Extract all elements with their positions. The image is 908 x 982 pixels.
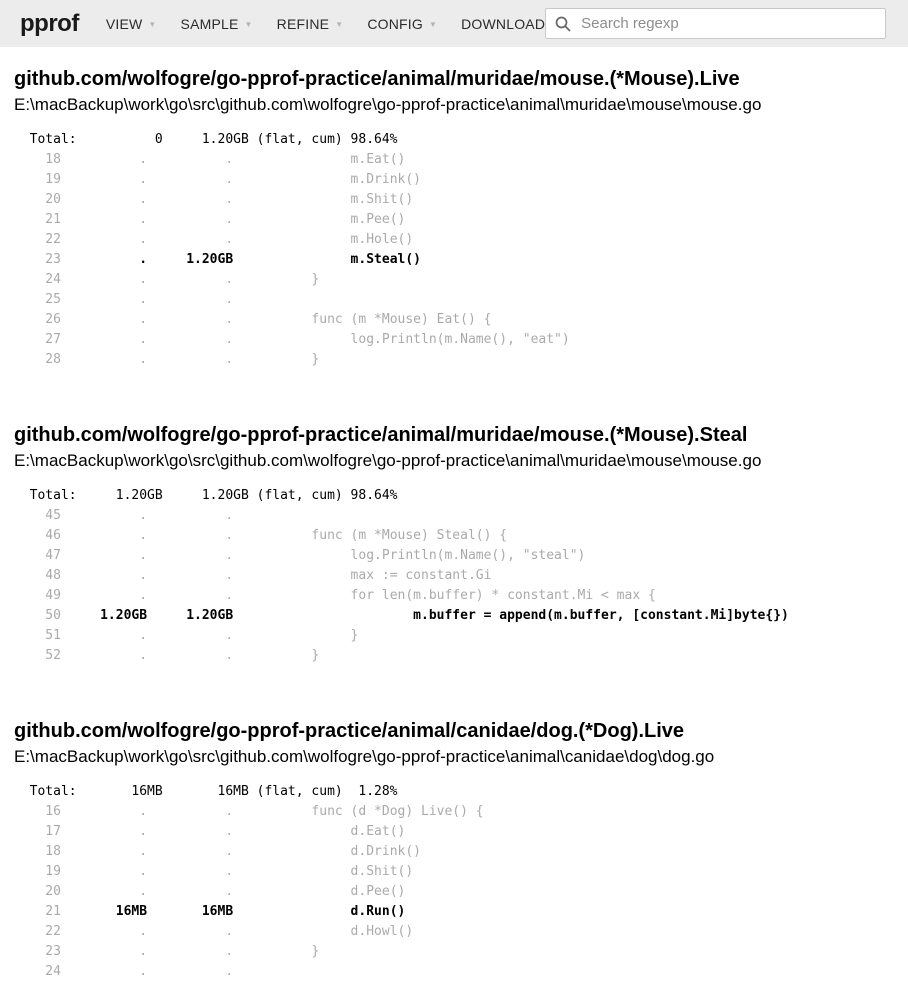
menu-refine[interactable]: [277, 16, 344, 32]
source-line: [14, 270, 908, 290]
menu-view[interactable]: [106, 16, 157, 32]
function-section: [14, 422, 908, 666]
function-section: [14, 66, 908, 370]
app-logo: pprof: [20, 9, 79, 37]
line-number: 20: [14, 192, 61, 207]
menu-label: DOWNLOAD: [461, 15, 546, 32]
source-line: [14, 882, 908, 902]
line-values-and-code: . .: [60, 508, 312, 523]
line-values-and-code: . . func (m *Mouse) Steal() {: [60, 528, 508, 543]
line-values-and-code: . . }: [60, 648, 320, 663]
source-line: [14, 842, 908, 862]
line-number: 22: [14, 924, 61, 939]
line-values-and-code: . . log.Println(m.Name(), "eat"): [60, 332, 570, 347]
menu-config[interactable]: [367, 16, 437, 32]
source-line: [14, 526, 908, 546]
line-values-and-code: . . }: [60, 944, 320, 959]
line-values-and-code: . . m.Drink(): [60, 172, 421, 187]
line-values-and-code: . .: [60, 964, 312, 979]
menu-label: VIEW: [105, 15, 143, 32]
function-section: [14, 718, 908, 982]
line-number: 25: [14, 292, 61, 307]
source-line: [14, 802, 908, 822]
line-number: 27: [14, 332, 61, 347]
line-number: 22: [14, 232, 61, 247]
line-values-and-code: . . func (d *Dog) Live() {: [60, 804, 484, 819]
line-values-and-code: . . d.Pee(): [60, 884, 406, 899]
source-line: [14, 822, 908, 842]
function-title: github.com/wolfogre/go-pprof-practice/animal/muridae/mouse.(*Mouse).Live: [14, 68, 740, 90]
line-values-and-code: . . log.Println(m.Name(), "steal"): [60, 548, 586, 563]
line-values-and-code: . .: [60, 292, 312, 307]
line-number: 23: [14, 944, 61, 959]
source-report: [0, 66, 908, 982]
line-number: 18: [14, 152, 61, 167]
line-values-and-code: . . }: [60, 352, 320, 367]
source-line: [14, 506, 908, 526]
source-line: [14, 566, 908, 586]
search-icon: [555, 16, 571, 32]
line-values-and-code: . . }: [60, 628, 359, 643]
line-values-and-code: . . func (m *Mouse) Eat() {: [60, 312, 492, 327]
line-values-and-code: . . max := constant.Gi: [60, 568, 492, 583]
source-line: [14, 190, 908, 210]
function-title: github.com/wolfogre/go-pprof-practice/animal/muridae/mouse.(*Mouse).Steal: [14, 424, 748, 446]
source-line: [14, 350, 908, 370]
line-values-and-code: . . m.Shit(): [60, 192, 414, 207]
source-line: [14, 922, 908, 942]
line-values-and-code: . . d.Howl(): [60, 924, 414, 939]
source-line: [14, 862, 908, 882]
function-title: github.com/wolfogre/go-pprof-practice/animal/canidae/dog.(*Dog).Live: [14, 720, 685, 742]
source-listing: [14, 782, 908, 982]
line-values-and-code: . . for len(m.buffer) * constant.Mi < max {: [60, 588, 656, 603]
line-values-and-code: . . m.Pee(): [60, 212, 406, 227]
source-line: [14, 310, 908, 330]
line-number: 45: [14, 508, 61, 523]
chevron-down-icon: ▼: [244, 19, 253, 29]
source-line: [14, 330, 908, 350]
search-input[interactable]: [579, 14, 876, 33]
menu-download[interactable]: [461, 16, 545, 32]
line-values-and-code: . . d.Drink(): [60, 844, 421, 859]
total-line: Total: 1.20GB 1.20GB (flat, cum) 98.64%: [14, 488, 398, 503]
line-number: 16: [14, 804, 61, 819]
line-number: 47: [14, 548, 61, 563]
source-line: [14, 646, 908, 666]
menu-label: REFINE: [276, 15, 330, 32]
line-number: 19: [14, 172, 61, 187]
line-values-and-code: . . m.Hole(): [60, 232, 414, 247]
source-line: [14, 170, 908, 190]
line-number: 21: [14, 904, 61, 919]
line-number: 26: [14, 312, 61, 327]
source-line: [14, 546, 908, 566]
line-number: 20: [14, 884, 61, 899]
source-line: [14, 150, 908, 170]
source-line: [14, 942, 908, 962]
line-number: 21: [14, 212, 61, 227]
line-number: 24: [14, 964, 61, 979]
line-values-and-code: . . d.Eat(): [60, 824, 406, 839]
line-values-and-code: 1.20GB 1.20GB m.buffer = append(m.buffer, [constant.Mi]byte{}): [60, 608, 789, 623]
chevron-down-icon: ▼: [428, 19, 438, 29]
menu-sample[interactable]: [181, 16, 253, 32]
source-listing: [14, 486, 908, 666]
source-line: [14, 250, 908, 270]
source-file-path: E:\macBackup\work\go\src\github.com\wolfogre\go-pprof-practice\animal\canidae\dog\dog.go: [14, 747, 715, 766]
toolbar: [0, 0, 908, 47]
source-line: [14, 290, 908, 310]
line-number: 46: [14, 528, 61, 543]
line-values-and-code: 16MB 16MB d.Run(): [60, 904, 406, 919]
search-box[interactable]: [545, 8, 886, 39]
line-number: 17: [14, 824, 61, 839]
line-values-and-code: . . m.Eat(): [60, 152, 406, 167]
line-number: 52: [14, 648, 61, 663]
total-line: Total: 16MB 16MB (flat, cum) 1.28%: [14, 784, 398, 799]
line-values-and-code: . . d.Shit(): [60, 864, 414, 879]
line-number: 50: [14, 608, 61, 623]
total-line: Total: 0 1.20GB (flat, cum) 98.64%: [14, 132, 398, 147]
source-line: [14, 606, 908, 626]
source-listing: [14, 130, 908, 370]
chevron-down-icon: ▼: [148, 19, 157, 29]
menu-bar: [106, 16, 545, 32]
chevron-down-icon: ▼: [335, 19, 344, 29]
line-number: 48: [14, 568, 61, 583]
menu-label: SAMPLE: [180, 15, 239, 32]
line-number: 51: [14, 628, 61, 643]
line-number: 49: [14, 588, 61, 603]
line-values-and-code: . 1.20GB m.Steal(): [60, 252, 421, 267]
source-line: [14, 210, 908, 230]
line-number: 23: [14, 252, 61, 267]
line-number: 19: [14, 864, 61, 879]
source-line: [14, 230, 908, 250]
source-line: [14, 962, 908, 982]
line-values-and-code: . . }: [60, 272, 320, 287]
source-file-path: E:\macBackup\work\go\src\github.com\wolfogre\go-pprof-practice\animal\muridae\mouse\mouse.go: [14, 451, 762, 470]
source-line: [14, 626, 908, 646]
line-number: 24: [14, 272, 61, 287]
menu-label: CONFIG: [367, 15, 423, 32]
source-line: [14, 902, 908, 922]
source-file-path: E:\macBackup\work\go\src\github.com\wolfogre\go-pprof-practice\animal\muridae\mouse\mouse.go: [14, 95, 762, 114]
source-line: [14, 586, 908, 606]
line-number: 28: [14, 352, 61, 367]
line-number: 18: [14, 844, 61, 859]
